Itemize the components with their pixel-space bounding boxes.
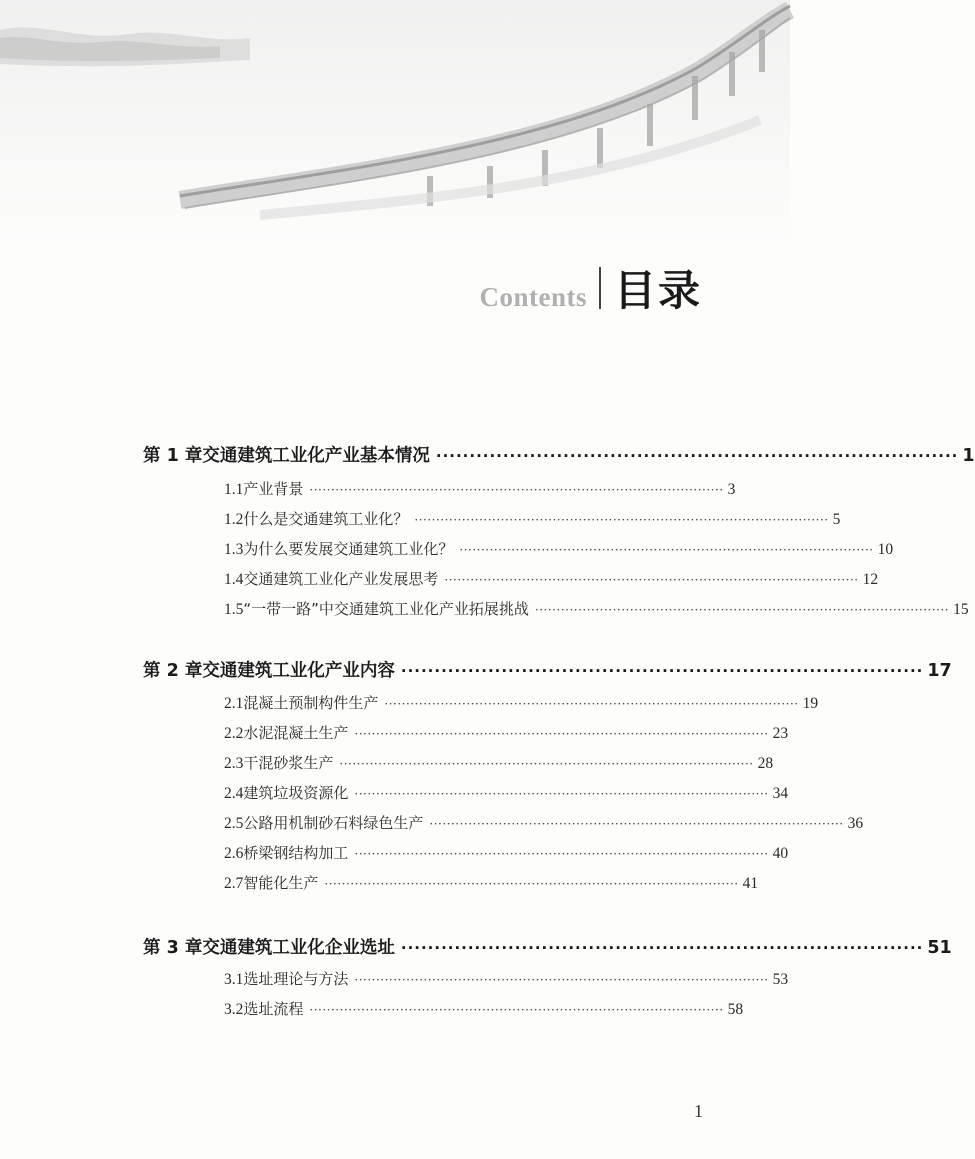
toc-section-entry[interactable] [224, 508, 841, 530]
dot-leader: ·············································································· [435, 447, 959, 465]
section-title: 建筑垃圾资源化 [243, 784, 349, 802]
section-number: 1.2 [224, 511, 244, 528]
section-title: 交通建筑工业化产业发展思考 [243, 570, 439, 588]
dot-leader: ································································································ [444, 573, 859, 587]
section-page: 10 [877, 541, 894, 558]
toc-section-entry[interactable] [224, 968, 789, 990]
section-page: 58 [727, 1001, 744, 1018]
section-number: 2.6 [224, 845, 244, 862]
section-page: 23 [772, 725, 789, 742]
section-title: 什么是交通建筑工业化？ [243, 510, 409, 528]
section-number: 2.7 [224, 875, 244, 892]
dot-leader: ································································································ [309, 1003, 724, 1017]
section-number: 2.1 [224, 695, 244, 712]
section-title: 混凝土预制构件生产 [243, 694, 379, 712]
toc-section-entry[interactable] [224, 722, 789, 744]
dot-leader: ································································································ [384, 697, 799, 711]
section-number: 1.4 [224, 571, 244, 588]
toc-section-entry[interactable] [224, 752, 774, 774]
dot-leader: ································································································ [339, 757, 754, 771]
section-title: “一带一路”中交通建筑工业化产业拓展挑战 [243, 600, 529, 618]
section-title: 智能化生产 [243, 874, 319, 892]
section-page: 53 [772, 971, 789, 988]
contents-heading [479, 258, 702, 318]
chapter-title: 交通建筑工业化企业选址 [202, 938, 395, 958]
section-page: 36 [847, 815, 864, 832]
dot-leader: ································································································ [354, 847, 769, 861]
dot-leader: ·············································································· [400, 662, 924, 680]
page-number: 1 [694, 1101, 703, 1121]
section-number: 2.4 [224, 785, 244, 802]
toc-section-entry[interactable] [224, 782, 789, 804]
dot-leader: ································································································ [534, 603, 950, 617]
chapter-page: 1 [962, 446, 975, 466]
dot-leader: ································································································ [324, 877, 739, 891]
toc-section-entry[interactable] [224, 568, 879, 590]
chapter-number: 第 1 章 [143, 446, 203, 466]
dot-leader: ································································································ [354, 973, 769, 987]
section-number: 3.2 [224, 1001, 244, 1018]
dot-leader: ································································································ [414, 513, 829, 527]
dot-leader: ·············································································· [400, 939, 924, 957]
toc-section-entry[interactable] [224, 812, 864, 834]
section-title: 干混砂浆生产 [243, 754, 334, 772]
section-number: 2.3 [224, 755, 244, 772]
toc-section-entry[interactable] [224, 872, 759, 894]
dot-leader: ································································································ [459, 543, 874, 557]
dot-leader: ································································································ [309, 483, 724, 497]
section-page: 5 [832, 511, 841, 528]
heading-chinese: 目录 [613, 266, 702, 315]
toc-section-entry[interactable] [224, 598, 969, 620]
dot-leader: ································································································ [429, 817, 844, 831]
heading-english: Contents [479, 281, 587, 312]
bridge-banner-illustration [0, 0, 790, 250]
toc-section-entry[interactable] [224, 692, 819, 714]
chapter-page: 17 [927, 661, 952, 681]
section-page: 12 [862, 571, 879, 588]
section-title: 选址理论与方法 [243, 970, 349, 988]
section-title: 公路用机制砂石料绿色生产 [243, 814, 424, 832]
chapter-title: 交通建筑工业化产业内容 [202, 661, 395, 681]
chapter-page: 51 [927, 938, 952, 958]
toc-section-entry[interactable] [224, 538, 894, 560]
section-title: 为什么要发展交通建筑工业化？ [243, 540, 454, 558]
section-title: 选址流程 [243, 1000, 304, 1018]
toc-chapter-entry[interactable] [143, 934, 952, 958]
section-page: 15 [953, 601, 969, 618]
section-page: 41 [742, 875, 759, 892]
section-page: 40 [772, 845, 789, 862]
section-number: 3.1 [224, 971, 244, 988]
section-title: 产业背景 [243, 480, 304, 498]
toc-section-entry[interactable] [224, 478, 736, 500]
section-number: 1.1 [224, 481, 244, 498]
heading-divider [599, 267, 601, 309]
section-page: 19 [802, 695, 819, 712]
section-number: 1.5 [224, 601, 244, 618]
chapter-number: 第 3 章 [143, 938, 203, 958]
section-page: 28 [757, 755, 774, 772]
section-number: 2.5 [224, 815, 244, 832]
section-number: 1.3 [224, 541, 244, 558]
chapter-title: 交通建筑工业化产业基本情况 [202, 446, 430, 466]
section-title: 水泥混凝土生产 [243, 724, 349, 742]
toc-chapter-entry[interactable] [143, 657, 952, 681]
dot-leader: ································································································ [354, 727, 769, 741]
toc-section-entry[interactable] [224, 842, 789, 864]
section-number: 2.2 [224, 725, 244, 742]
section-page: 34 [772, 785, 789, 802]
toc-section-entry[interactable] [224, 998, 744, 1020]
section-title: 桥梁钢结构加工 [243, 844, 349, 862]
dot-leader: ································································································ [354, 787, 769, 801]
section-page: 3 [727, 481, 736, 498]
chapter-number: 第 2 章 [143, 661, 203, 681]
toc-chapter-entry[interactable] [143, 442, 975, 466]
